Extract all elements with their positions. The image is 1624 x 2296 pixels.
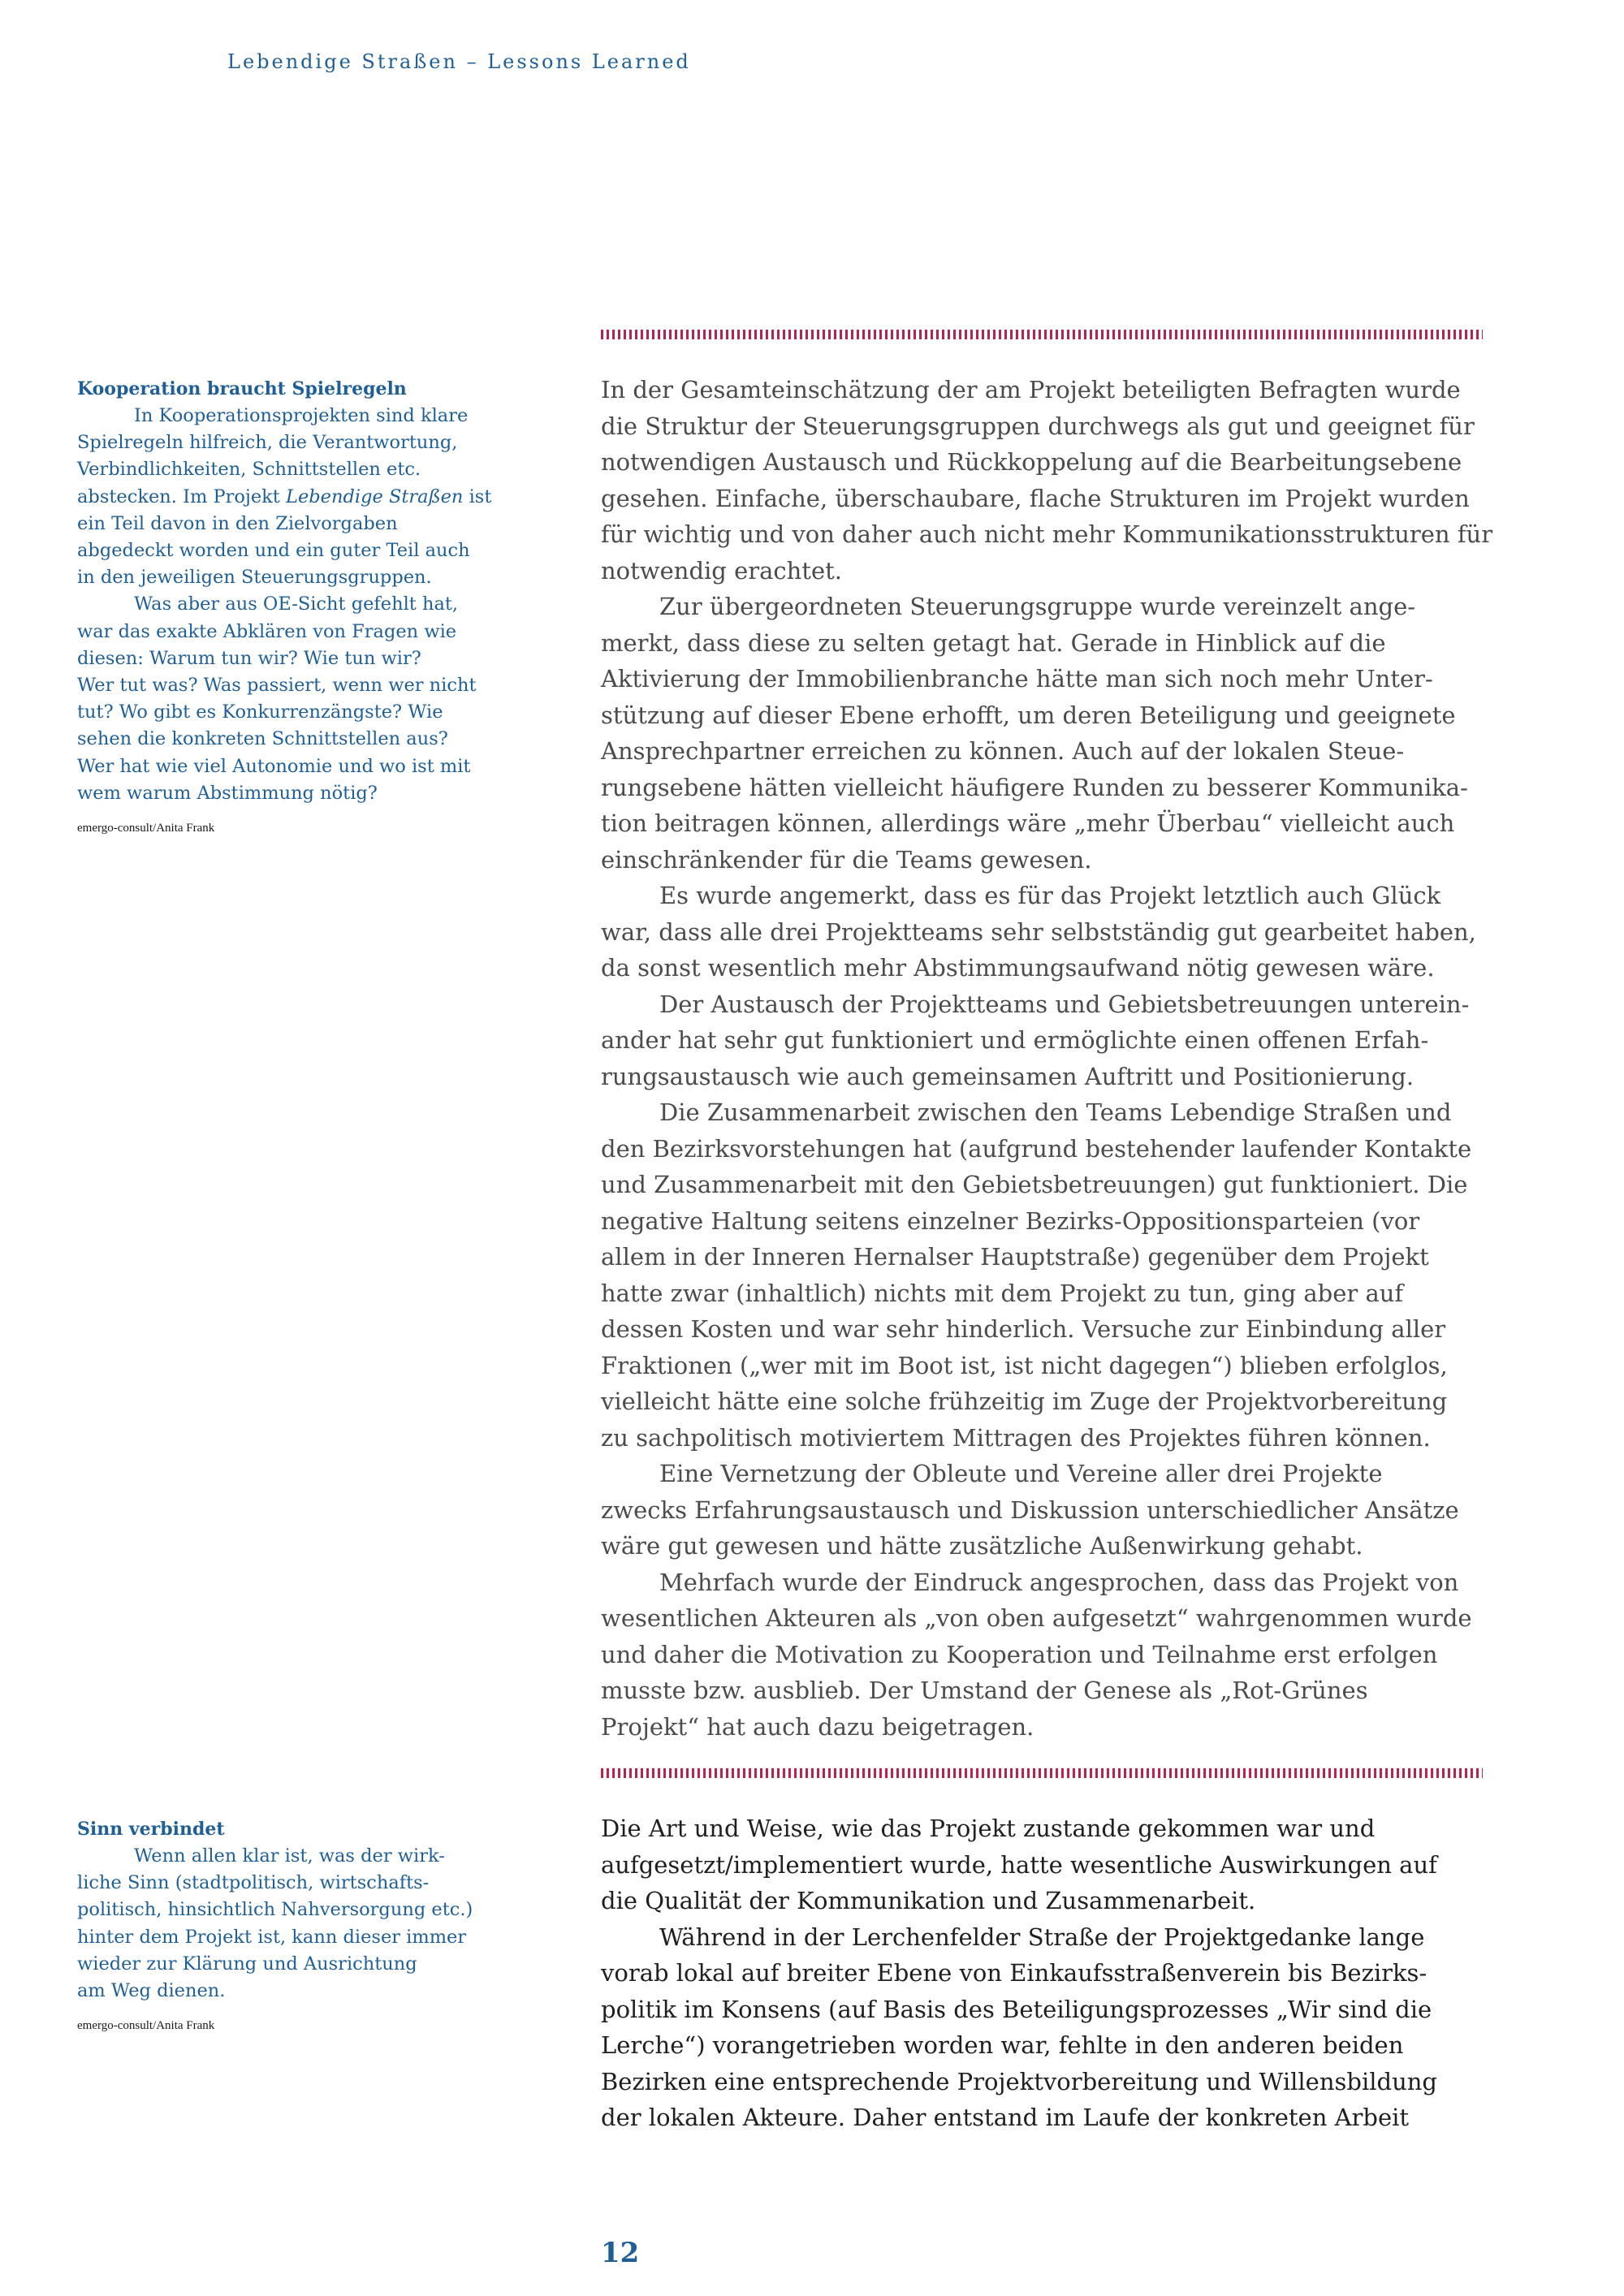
sidebar-line: politisch, hinsichtlich Nahversorgung etc.) xyxy=(77,1899,473,1921)
section-divider xyxy=(601,330,1483,339)
page-number: 12 xyxy=(601,2237,640,2269)
body-line: zwecks Erfahrungsaustausch und Diskussion unterschiedlicher Ansätze xyxy=(601,1495,1459,1524)
sidebar-heading: Kooperation braucht Spielregeln xyxy=(77,378,407,399)
sidebar-line: diesen: Warum tun wir? Wie tun wir? xyxy=(77,647,421,669)
body-line: Eine Vernetzung der Obleute und Vereine aller drei Projekte xyxy=(659,1460,1383,1487)
sidebar-body xyxy=(77,1843,532,2005)
running-header: Lebendige Straßen – Lessons Learned xyxy=(227,50,691,73)
body-line: die Qualität der Kommunikation und Zusammenarbeit. xyxy=(601,1887,1256,1914)
sidebar-line: ein Teil davon in den Zielvorgaben xyxy=(77,512,398,534)
body-line: einschränkender für die Teams gewesen. xyxy=(601,845,1092,874)
body-line: war, dass alle drei Projektteams sehr selbstständig gut gearbeitet haben, xyxy=(601,917,1476,946)
body-line: aufgesetzt/implementiert wurde, hatte wesentliche Auswirkungen auf xyxy=(601,1850,1437,1879)
sidebar-credit: emergo-consult/Anita Frank xyxy=(77,2019,215,2033)
sidebar-line: Was aber aus OE-Sicht gefehlt hat, xyxy=(134,593,459,615)
body-line: dessen Kosten und war sehr hinderlich. Versuche zur Einbindung aller xyxy=(601,1315,1446,1343)
sidebar-line: Wer tut was? Was passiert, wenn wer nicht xyxy=(77,675,477,697)
sidebar-body xyxy=(77,403,532,807)
body-line: da sonst wesentlich mehr Abstimmungsaufwand nötig gewesen wäre. xyxy=(601,954,1435,982)
body-line: Der Austausch der Projektteams und Gebietsbetreuungen unterein- xyxy=(659,990,1470,1018)
body-line: Zur übergeordneten Steuerungsgruppe wurde vereinzelt ange- xyxy=(659,593,1416,620)
sidebar-credit: emergo-consult/Anita Frank xyxy=(77,822,215,835)
body-line: vielleicht hätte eine solche frühzeitig im Zuge der Projektvorbereitung xyxy=(601,1388,1448,1415)
sidebar-line: Wenn allen klar ist, was der wirk- xyxy=(134,1845,445,1867)
body-line: Die Art und Weise, wie das Projekt zustande gekommen war und xyxy=(601,1815,1376,1842)
text-fragment: ist xyxy=(463,486,492,507)
project-name-italic: Lebendige Straßen xyxy=(286,486,464,507)
body-line: Während in der Lerchenfelder Straße der Projektgedanke lange xyxy=(659,1923,1425,1951)
body-line: der lokalen Akteure. Daher entstand im Laufe der konkreten Arbeit xyxy=(601,2104,1410,2131)
sidebar-line: Wer hat wie viel Autonomie und wo ist mit xyxy=(77,755,471,777)
body-line: Projekt“ hat auch dazu beigetragen. xyxy=(601,1712,1034,1741)
sidebar-line: war das exakte Abklären von Fragen wie xyxy=(77,620,457,642)
body-line: Es wurde angemerkt, dass es für das Projekt letztlich auch Glück xyxy=(659,882,1441,909)
sidebar-box-cooperation xyxy=(77,376,532,835)
sidebar-line: hinter dem Projekt ist, kann dieser immer xyxy=(77,1926,467,1948)
sidebar-heading: Sinn verbindet xyxy=(77,1819,225,1840)
body-line: für wichtig und von daher auch nicht mehr Kommunikationsstrukturen für xyxy=(601,520,1493,548)
body-line: und Zusammenarbeit mit den Gebietsbetreuungen) gut funktioniert. Die xyxy=(601,1171,1468,1198)
body-line: die Struktur der Steuerungsgruppen durchwegs als gut und geeignet für xyxy=(601,412,1475,440)
body-line: ander hat sehr gut funktioniert und ermöglichte einen offenen Erfah- xyxy=(601,1026,1429,1054)
section-divider xyxy=(601,1768,1483,1778)
body-line: gesehen. Einfache, überschaubare, flache Strukturen im Projekt wurden xyxy=(601,484,1470,512)
sidebar-line: Verbindlichkeiten, Schnittstellen etc. xyxy=(77,459,421,481)
sidebar-line: liche Sinn (stadtpolitisch, wirtschafts- xyxy=(77,1872,430,1894)
sidebar-line: In Kooperationsprojekten sind klare xyxy=(134,405,469,426)
body-line: wesentlichen Akteuren als „von oben aufgesetzt“ wahrgenommen wurde xyxy=(601,1604,1472,1632)
main-text-section-2 xyxy=(601,1810,1494,2136)
body-line: wäre gut gewesen und hätte zusätzliche Außenwirkung gehabt. xyxy=(601,1532,1363,1560)
body-line: Bezirken eine entsprechende Projektvorbereitung und Willensbildung xyxy=(601,2067,1437,2095)
body-line: rungsaustausch wie auch gemeinsamen Auftritt und Positionierung. xyxy=(601,1062,1415,1090)
body-line: Ansprechpartner erreichen zu können. Auch auf der lokalen Steue- xyxy=(601,737,1405,765)
body-line: zu sachpolitisch motiviertem Mittragen des Projektes führen können. xyxy=(601,1423,1431,1452)
body-line: vorab lokal auf breiter Ebene von Einkaufsstraßenverein bis Bezirks- xyxy=(601,1959,1427,1987)
sidebar-line: Spielregeln hilfreich, die Verantwortung, xyxy=(77,432,458,454)
sidebar-line: in den jeweiligen Steuerungsgruppen. xyxy=(77,567,432,589)
body-line: tion beitragen können, allerdings wäre „mehr Überbau“ vielleicht auch xyxy=(601,809,1455,837)
sidebar-line: am Weg dienen. xyxy=(77,1980,226,2002)
body-line: allem in der Inneren Hernalser Hauptstraße) gegenüber dem Projekt xyxy=(601,1243,1429,1271)
sidebar-line: abgedeckt worden und ein guter Teil auch xyxy=(77,540,470,562)
body-line: Mehrfach wurde der Eindruck angesprochen, dass das Projekt von xyxy=(659,1568,1459,1596)
sidebar-box-meaning xyxy=(77,1816,532,2033)
body-line: Lerche“) vorangetrieben worden war, fehlte in den anderen beiden xyxy=(601,2031,1404,2059)
body-line: notwendig erachtet. xyxy=(601,556,842,585)
sidebar-line: wieder zur Klärung und Ausrichtung xyxy=(77,1953,417,1974)
body-line: negative Haltung seitens einzelner Bezirks-Oppositionsparteien (vor xyxy=(601,1206,1420,1235)
body-line: und daher die Motivation zu Kooperation und Teilnahme erst erfolgen xyxy=(601,1640,1438,1668)
body-line: politik im Konsens (auf Basis des Beteiligungsprozesses „Wir sind die xyxy=(601,1995,1432,2023)
text-fragment: abstecken. Im Projekt xyxy=(77,486,287,507)
sidebar-line: tut? Wo gibt es Konkurrenzängste? Wie xyxy=(77,701,443,723)
body-line: Aktivierung der Immobilienbranche hätte man sich noch mehr Unter- xyxy=(601,665,1433,693)
body-line: notwendigen Austausch und Rückkoppelung auf die Bearbeitungsebene xyxy=(601,448,1462,476)
body-line: In der Gesamteinschätzung der am Projekt beteiligten Befragten wurde xyxy=(601,376,1461,404)
body-line: den Bezirksvorstehungen hat (aufgrund bestehender laufender Kontakte xyxy=(601,1134,1472,1163)
sidebar-line-with-italic xyxy=(77,484,532,511)
body-line: hatte zwar (inhaltlich) nichts mit dem Projekt zu tun, ging aber auf xyxy=(601,1279,1404,1307)
body-line: Fraktionen („wer mit im Boot ist, ist nicht dagegen“) blieben erfolglos, xyxy=(601,1351,1448,1379)
body-line: Die Zusammenarbeit zwischen den Teams Lebendige Straßen und xyxy=(659,1098,1452,1126)
body-line: musste bzw. ausblieb. Der Umstand der Genese als „Rot-Grünes xyxy=(601,1677,1368,1704)
sidebar-line: wem warum Abstimmung nötig? xyxy=(77,782,378,804)
main-text-section-1 xyxy=(601,372,1494,1745)
body-line: rungsebene hätten vielleicht häufigere Runden zu besserer Kommunika- xyxy=(601,773,1468,801)
body-line: stützung auf dieser Ebene erhofft, um deren Beteiligung und geeignete xyxy=(601,701,1456,729)
body-line: merkt, dass diese zu selten getagt hat. Gerade in Hinblick auf die xyxy=(601,628,1386,657)
sidebar-line: sehen die konkreten Schnittstellen aus? xyxy=(77,728,448,750)
